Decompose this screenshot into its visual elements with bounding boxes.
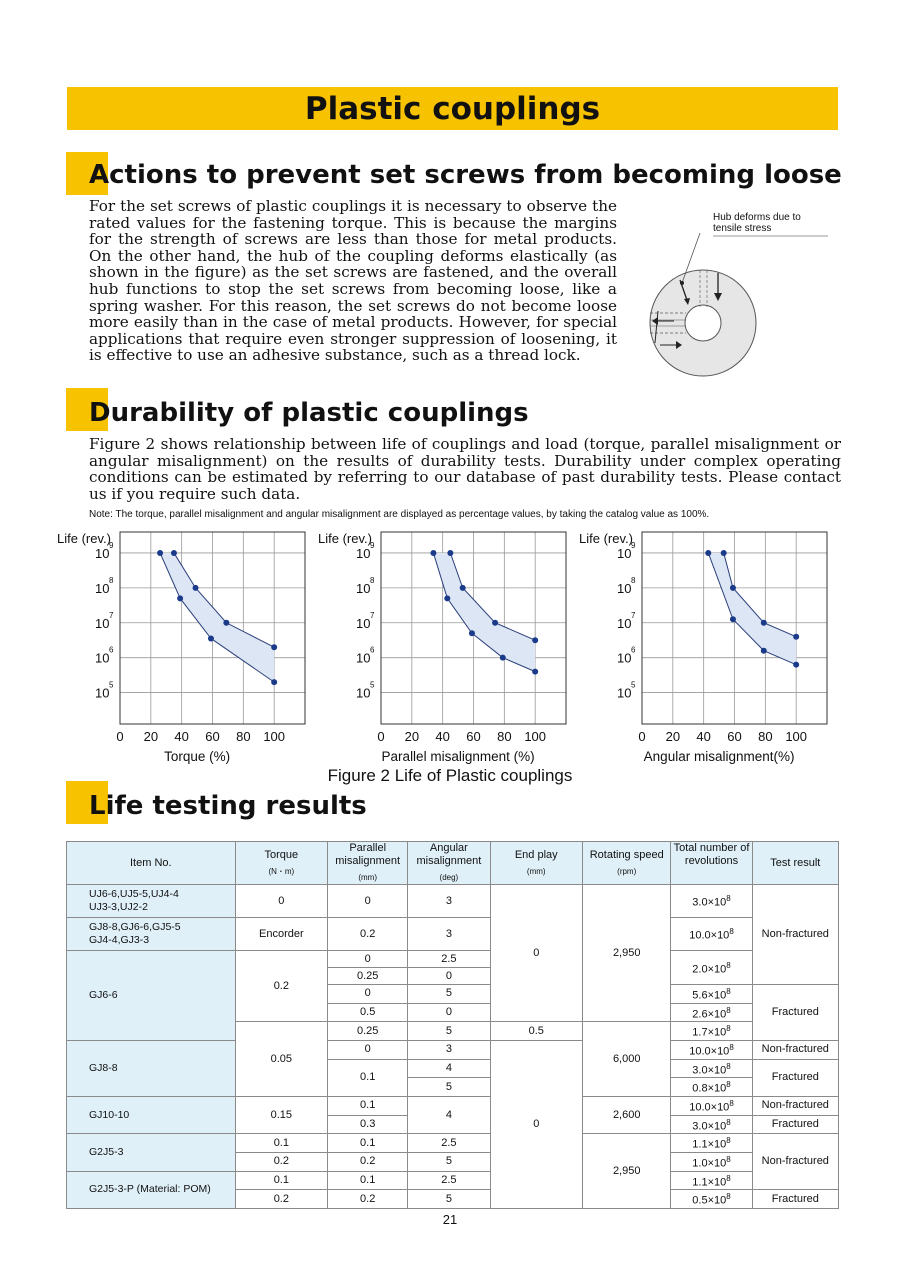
angular-cell: 4 bbox=[408, 1059, 490, 1078]
result-cell: Fractured bbox=[752, 1190, 838, 1209]
angular-cell: 3 bbox=[408, 918, 490, 951]
data-point bbox=[761, 620, 767, 626]
revs-cell: $1.0\times 10^8$ bbox=[671, 1152, 752, 1171]
y-tick-exponent: 6 bbox=[109, 645, 114, 655]
y-tick-label: 10 bbox=[95, 580, 110, 596]
hub-deformation-figure bbox=[640, 225, 840, 385]
angular-cell: 2.5 bbox=[408, 1134, 490, 1153]
endplay-cell: 0.5 bbox=[490, 1022, 583, 1041]
table-row bbox=[67, 1134, 839, 1153]
item-cell: G2J5-3-P (Material: POM) bbox=[67, 1171, 236, 1208]
parallel-cell: 0.5 bbox=[328, 1003, 408, 1022]
y-tick-label: 10 bbox=[95, 650, 110, 666]
y-tick-exponent: 8 bbox=[370, 575, 375, 585]
torque-cell: 0.15 bbox=[235, 1096, 328, 1133]
y-tick-exponent: 6 bbox=[370, 645, 375, 655]
angular-cell: 3 bbox=[408, 1040, 490, 1059]
angular-cell: 2.5 bbox=[408, 1171, 490, 1190]
data-point bbox=[469, 630, 475, 636]
torque-cell: 0 bbox=[235, 885, 328, 918]
revs-cell: $3.0\times 10^8$ bbox=[671, 885, 752, 918]
header-item: Item No. bbox=[67, 842, 236, 885]
result-cell: Fractured bbox=[752, 985, 838, 1041]
y-tick-exponent: 8 bbox=[109, 575, 114, 585]
speed-cell: 6,000 bbox=[583, 1022, 671, 1097]
parallel-cell: 0.3 bbox=[328, 1115, 408, 1134]
percentage-note: Note: The torque, parallel misalignment and angular misalignment are displayed as percentage values, by taking the catalog value as 100%. bbox=[89, 509, 710, 520]
x-tick-label: 20 bbox=[404, 729, 420, 744]
x-tick-label: 40 bbox=[174, 729, 189, 744]
revs-cell: $2.6\times 10^8$ bbox=[671, 1003, 752, 1022]
parallel-cell: 0.25 bbox=[328, 968, 408, 985]
data-point bbox=[500, 655, 506, 661]
parallel-cell: 0.1 bbox=[328, 1059, 408, 1096]
parallel-cell: 0 bbox=[328, 985, 408, 1004]
parallel-cell: 0.2 bbox=[328, 1190, 408, 1209]
y-tick-label: 10 bbox=[95, 545, 110, 561]
page-title-bar bbox=[67, 87, 838, 130]
x-tick-label: 60 bbox=[727, 729, 742, 744]
data-point bbox=[430, 550, 436, 556]
angular-cell: 2.5 bbox=[408, 951, 490, 968]
parallel-cell: 0 bbox=[328, 951, 408, 968]
data-point bbox=[208, 635, 214, 641]
torque-cell: 0.1 bbox=[235, 1134, 328, 1153]
data-point bbox=[492, 620, 498, 626]
x-tick-label: 0 bbox=[116, 729, 124, 744]
x-tick-label: 100 bbox=[785, 729, 808, 744]
table-row bbox=[67, 1040, 839, 1059]
life-charts bbox=[0, 528, 900, 768]
torque-cell: 0.05 bbox=[235, 1022, 328, 1097]
y-tick-label: 10 bbox=[617, 685, 632, 701]
data-point bbox=[532, 637, 538, 643]
parallel-cell: 0.1 bbox=[328, 1171, 408, 1190]
life-band bbox=[433, 553, 535, 672]
torque-cell: 0.2 bbox=[235, 1152, 328, 1171]
y-tick-label: 10 bbox=[617, 650, 632, 666]
data-point bbox=[730, 616, 736, 622]
y-tick-exponent: 5 bbox=[631, 680, 636, 690]
parallel-cell: 0.1 bbox=[328, 1134, 408, 1153]
header-parallel: Parallel misalignment (mm) bbox=[328, 842, 408, 885]
revs-cell: $0.5\times 10^8$ bbox=[671, 1190, 752, 1209]
revs-cell: $1.1\times 10^8$ bbox=[671, 1171, 752, 1190]
y-tick-exponent: 6 bbox=[631, 645, 636, 655]
result-cell: Fractured bbox=[752, 1115, 838, 1134]
angular-cell: 4 bbox=[408, 1096, 490, 1133]
revs-cell: $5.6\times 10^8$ bbox=[671, 985, 752, 1004]
data-point bbox=[460, 585, 466, 591]
x-axis-label: Torque (%) bbox=[164, 749, 231, 764]
revs-cell: $10.0\times 10^8$ bbox=[671, 1096, 752, 1115]
parallel-cell: 0 bbox=[328, 1040, 408, 1059]
torque-cell: 0.1 bbox=[235, 1171, 328, 1190]
x-tick-label: 80 bbox=[236, 729, 251, 744]
y-tick-exponent: 8 bbox=[631, 575, 636, 585]
x-axis-label: Angular misalignment(%) bbox=[643, 749, 795, 764]
parallel-cell: 0.2 bbox=[328, 918, 408, 951]
item-cell: GJ8-8,GJ6-6,GJ5-5 GJ4-4,GJ3-3 bbox=[67, 918, 236, 951]
item-cell: UJ6-6,UJ5-5,UJ4-4 UJ3-3,UJ2-2 bbox=[67, 885, 236, 918]
endplay-cell: 0 bbox=[490, 1040, 583, 1208]
hub-label-line2: tensile stress bbox=[713, 223, 772, 234]
torque-cell: 0.2 bbox=[235, 951, 328, 1022]
y-tick-label: 10 bbox=[617, 580, 632, 596]
data-point bbox=[444, 595, 450, 601]
result-cell: Non-fractured bbox=[752, 1134, 838, 1190]
parallel-cell: 0 bbox=[328, 885, 408, 918]
life-testing-table bbox=[66, 841, 839, 1209]
x-tick-label: 20 bbox=[665, 729, 681, 744]
x-tick-label: 60 bbox=[205, 729, 220, 744]
speed-cell: 2,950 bbox=[583, 1134, 671, 1209]
y-tick-exponent: 9 bbox=[109, 540, 114, 550]
x-tick-label: 60 bbox=[466, 729, 481, 744]
data-point bbox=[447, 550, 453, 556]
result-cell: Non-fractured bbox=[752, 1040, 838, 1059]
revs-cell: $0.8\times 10^8$ bbox=[671, 1078, 752, 1097]
angular-cell: 5 bbox=[408, 985, 490, 1004]
parallel-cell: 0.2 bbox=[328, 1152, 408, 1171]
data-point bbox=[271, 644, 277, 650]
y-tick-label: 10 bbox=[95, 685, 110, 701]
angular-cell: 0 bbox=[408, 968, 490, 985]
life-chart-2 bbox=[318, 531, 566, 764]
parallel-cell: 0.1 bbox=[328, 1096, 408, 1115]
item-cell: GJ6-6 bbox=[67, 951, 236, 1041]
section-heading-life-testing: Life testing results bbox=[89, 791, 367, 821]
endplay-cell: 0 bbox=[490, 885, 583, 1022]
table-row bbox=[67, 951, 839, 968]
x-axis-label: Parallel misalignment (%) bbox=[381, 749, 535, 764]
section-heading-set-screws: Actions to prevent set screws from becoming loose bbox=[89, 160, 842, 190]
x-tick-label: 100 bbox=[263, 729, 286, 744]
data-point bbox=[793, 634, 799, 640]
result-cell: Non-fractured bbox=[752, 1096, 838, 1115]
header-endplay: End play (mm) bbox=[490, 842, 583, 885]
y-tick-label: 10 bbox=[356, 685, 371, 701]
x-tick-label: 80 bbox=[497, 729, 512, 744]
table-row bbox=[67, 1171, 839, 1190]
data-point bbox=[730, 585, 736, 591]
angular-cell: 5 bbox=[408, 1022, 490, 1041]
header-angular: Angular misalignment (deg) bbox=[408, 842, 490, 885]
y-axis-label: Life (rev.) bbox=[318, 531, 372, 546]
life-band bbox=[708, 553, 796, 665]
y-tick-exponent: 7 bbox=[109, 610, 114, 620]
speed-cell: 2,600 bbox=[583, 1096, 671, 1133]
y-tick-label: 10 bbox=[617, 615, 632, 631]
life-chart-3 bbox=[579, 531, 827, 764]
figure-caption: Figure 2 Life of Plastic couplings bbox=[327, 766, 573, 785]
item-cell: G2J5-3 bbox=[67, 1134, 236, 1171]
data-point bbox=[171, 550, 177, 556]
y-tick-exponent: 9 bbox=[631, 540, 636, 550]
x-tick-label: 80 bbox=[758, 729, 773, 744]
angular-cell: 5 bbox=[408, 1152, 490, 1171]
y-tick-label: 10 bbox=[356, 545, 371, 561]
header-speed: Rotating speed (rpm) bbox=[583, 842, 671, 885]
data-point bbox=[705, 550, 711, 556]
x-tick-label: 20 bbox=[143, 729, 159, 744]
header-result: Test result bbox=[752, 842, 838, 885]
y-tick-exponent: 5 bbox=[109, 680, 114, 690]
y-tick-exponent: 7 bbox=[631, 610, 636, 620]
y-tick-exponent: 7 bbox=[370, 610, 375, 620]
header-revs: Total number of revolutions bbox=[671, 842, 752, 885]
revs-cell: $2.0\times 10^8$ bbox=[671, 951, 752, 985]
data-point bbox=[193, 585, 199, 591]
angular-cell: 5 bbox=[408, 1078, 490, 1097]
revs-cell: $1.7\times 10^8$ bbox=[671, 1022, 752, 1041]
hub-label-line1: Hub deforms due to bbox=[713, 212, 801, 223]
item-cell: GJ10-10 bbox=[67, 1096, 236, 1133]
result-cell: Non-fractured bbox=[752, 885, 838, 985]
page-number: 21 bbox=[442, 1212, 458, 1227]
data-point bbox=[177, 595, 183, 601]
revs-cell: $3.0\times 10^8$ bbox=[671, 1115, 752, 1134]
y-axis-label: Life (rev.) bbox=[579, 531, 633, 546]
x-tick-label: 0 bbox=[377, 729, 385, 744]
data-point bbox=[157, 550, 163, 556]
item-cell: GJ8-8 bbox=[67, 1040, 236, 1096]
life-chart-1 bbox=[57, 531, 305, 764]
revs-cell: $3.0\times 10^8$ bbox=[671, 1059, 752, 1078]
table-row bbox=[67, 1096, 839, 1115]
y-tick-label: 10 bbox=[95, 615, 110, 631]
revs-cell: $1.1\times 10^8$ bbox=[671, 1134, 752, 1153]
y-tick-label: 10 bbox=[617, 545, 632, 561]
durability-paragraph: Figure 2 shows relationship between life of couplings and load (torque, parallel misalignment or angular misalignment) on the results of durability tests. Durability under complex operating conditions can be estimated by referring to our database of past durability tests. Please contact us if you require such data. bbox=[89, 435, 841, 503]
revs-cell: $10.0\times 10^8$ bbox=[671, 1040, 752, 1059]
speed-cell: 2,950 bbox=[583, 885, 671, 1022]
table-header-row bbox=[67, 842, 839, 885]
y-tick-exponent: 5 bbox=[370, 680, 375, 690]
angular-cell: 5 bbox=[408, 1190, 490, 1209]
y-tick-label: 10 bbox=[356, 650, 371, 666]
data-point bbox=[761, 648, 767, 654]
page-title: Plastic couplings bbox=[304, 91, 601, 127]
torque-cell: 0.2 bbox=[235, 1190, 328, 1209]
torque-cell: Encorder bbox=[235, 918, 328, 951]
data-point bbox=[721, 550, 727, 556]
result-cell: Fractured bbox=[752, 1059, 838, 1096]
angular-cell: 3 bbox=[408, 885, 490, 918]
header-torque: Torque (N・m) bbox=[235, 842, 328, 885]
life-band bbox=[160, 553, 274, 682]
x-tick-label: 40 bbox=[435, 729, 450, 744]
parallel-cell: 0.25 bbox=[328, 1022, 408, 1041]
x-tick-label: 0 bbox=[638, 729, 646, 744]
revs-cell: $10.0\times 10^8$ bbox=[671, 918, 752, 951]
data-point bbox=[532, 669, 538, 675]
angular-cell: 0 bbox=[408, 1003, 490, 1022]
y-tick-label: 10 bbox=[356, 580, 371, 596]
data-point bbox=[793, 662, 799, 668]
x-tick-label: 100 bbox=[524, 729, 547, 744]
x-tick-label: 40 bbox=[696, 729, 711, 744]
y-axis-label: Life (rev.) bbox=[57, 531, 111, 546]
data-point bbox=[271, 679, 277, 685]
data-point bbox=[223, 620, 229, 626]
section-heading-durability: Durability of plastic couplings bbox=[89, 398, 529, 428]
set-screws-paragraph: For the set screws of plastic couplings it is necessary to observe the rated values for the fastening torque. This is because the margins for the strength of screws are less than those for metal products. On the other hand, the hub of the coupling deforms elastically (as shown in the figure) as the set screws are fastened, and the overall hub functions to stop the set screws from becoming loose, like a spring washer. For this reason, the set screws do not become loose more easily than in the case of metal products. However, for special applications that require even stronger suppression of loosening, it is effective to use an adhesive substance, such as a thread lock. bbox=[89, 197, 617, 365]
y-tick-exponent: 9 bbox=[370, 540, 375, 550]
y-tick-label: 10 bbox=[356, 615, 371, 631]
